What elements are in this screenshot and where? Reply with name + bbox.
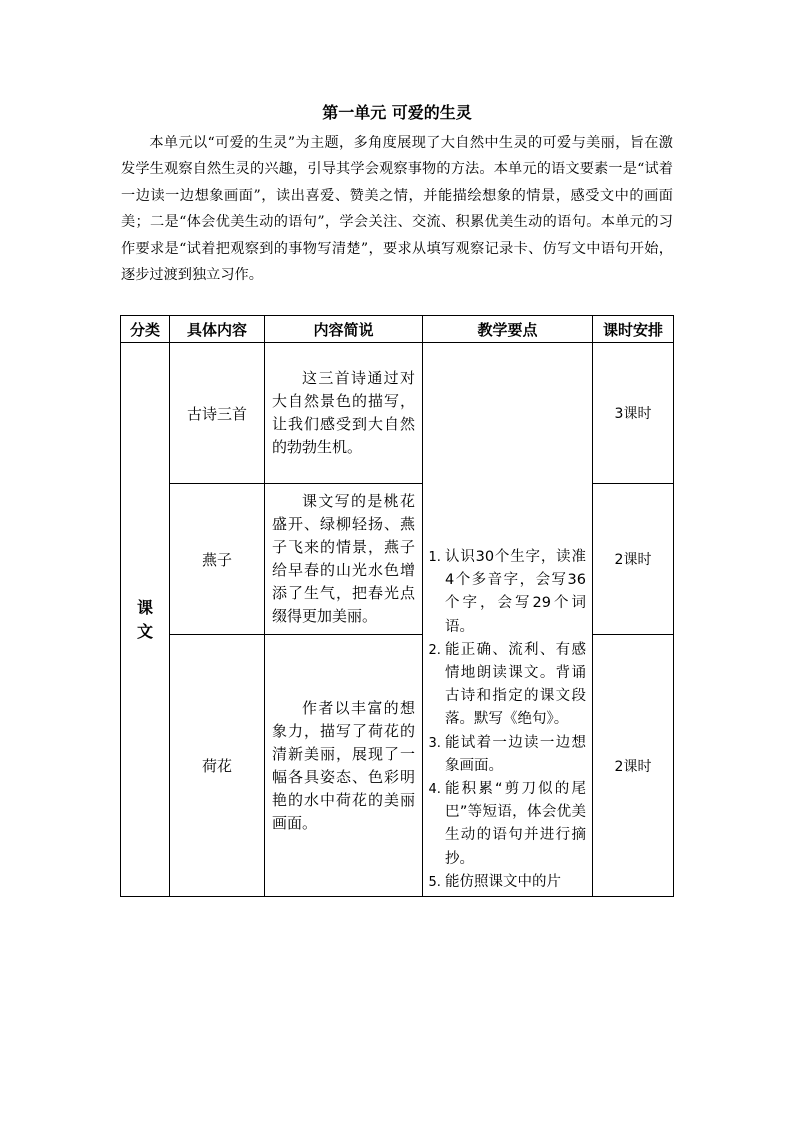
content-summary [265,635,423,897]
lesson-hours: 3课时 [593,343,674,484]
content-name: 古诗三首 [170,343,265,484]
unit-intro [121,130,673,288]
header-summary: 内容简说 [265,316,423,343]
summary-text: 这三首诗通过对大自然景色的描写，让我们感受到大自然的勃勃生机。 [272,369,415,456]
content-summary [265,343,423,484]
teaching-points-list [429,546,586,894]
category-cell [121,343,170,897]
header-hours: 课时安排 [593,316,674,343]
list-item: 1. 认识30个生字，读准4个多音字，会写36个字，会写29个词语。 [445,546,586,639]
category-label: 课文 [136,597,153,641]
list-item: 5. 能仿照课文中的片 [445,871,586,894]
list-item: 3. 能试着一边读一边想象画面。 [445,732,586,778]
teaching-points-cell [423,343,593,897]
content-summary [265,484,423,635]
page-title: 第一单元 可爱的生灵 [322,103,472,122]
summary-text: 作者以丰富的想象力，描写了荷花的清新美丽，展现了一幅各具姿态、色彩明艳的水中荷花的美丽画面。 [272,698,415,832]
intro-paragraph: 本单元以“可爱的生灵”为主题，多角度展现了大自然中生灵的可爱与美丽，旨在激发学生观察自然生灵的兴趣，引导其学会观察事物的方法。本单元的语文要素一是“试着一边读一边想象画面”，读出喜爱、赞美之情，并能描绘想象的情景，感受文中的画面美；二是“体会优美生动的语句”，学会关注、交流、积累优美生动的语句。本单元的习作要求是“试着把观察到的事物写清楚”，要求从填写观察记录卡、仿写文中语句开始，逐步过渡到独立习作。 [121,135,673,284]
content-name: 燕子 [170,484,265,635]
summary-text: 课文写的是桃花盛开、绿柳轻扬、燕子飞来的情景，燕子给早春的山光水色增添了生气，把春光点缀得更加美丽。 [272,492,415,625]
list-item: 2. 能正确、流利、有感情地朗读课文。背诵古诗和指定的课文段落。默写《绝句》。 [445,639,586,732]
header-category: 分类 [121,316,170,343]
list-item: 4. 能积累“剪刀似的尾巴”等短语，体会优美生动的语句并进行摘抄。 [445,778,586,871]
header-content: 具体内容 [170,316,265,343]
content-name: 荷花 [170,635,265,897]
lesson-hours: 2课时 [593,484,674,635]
lesson-plan-table [120,315,674,897]
header-teaching-points: 教学要点 [423,316,593,343]
lesson-hours: 2课时 [593,635,674,897]
table-header-row [121,316,674,343]
table-row [121,343,674,484]
